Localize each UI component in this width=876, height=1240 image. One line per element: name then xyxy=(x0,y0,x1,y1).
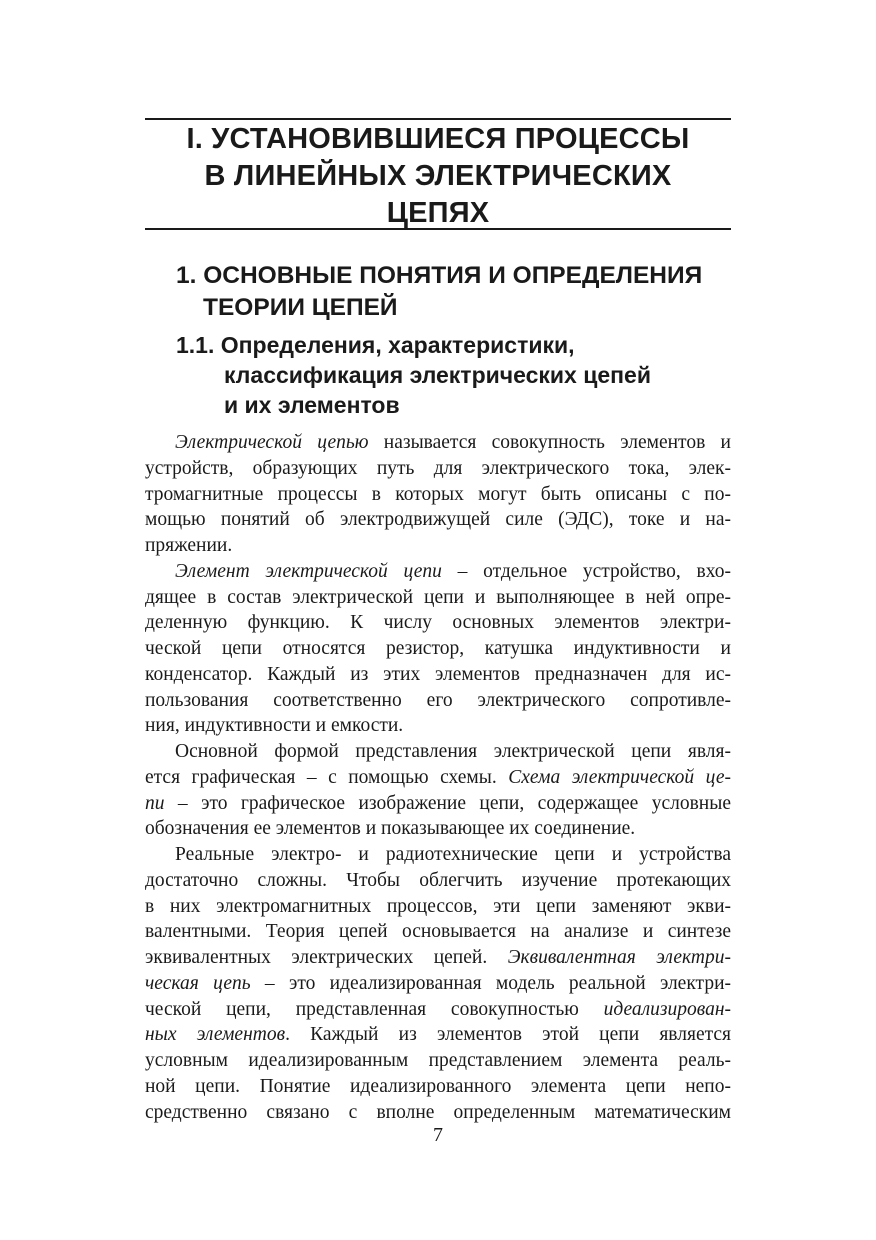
italic-term: пи xyxy=(145,792,165,814)
paragraph-line xyxy=(145,1100,731,1126)
paragraph xyxy=(145,559,731,739)
text-run: ческой цепи относятся резистор, катушка индуктивности и xyxy=(145,638,731,659)
paragraph-line xyxy=(145,507,731,533)
paragraph xyxy=(145,430,731,559)
paragraph-line xyxy=(145,636,731,662)
paragraph-line xyxy=(145,739,731,765)
text-run: тромагнитные процессы в которых могут быть описаны с по- xyxy=(145,483,731,505)
chapter-title-line: ЦЕПЯХ xyxy=(386,197,490,229)
section-title-line: 1. ОСНОВНЫЕ ПОНЯТИЯ И ОПРЕДЕЛЕНИЯ xyxy=(176,262,703,289)
paragraph-line xyxy=(145,713,731,739)
text-run: . Каждый из элементов этой цепи является xyxy=(285,1024,731,1046)
text-run: устройств, образующих путь для электрического тока, элек- xyxy=(145,457,731,479)
text-run: пользования соответственно его электрического сопротивле- xyxy=(145,689,731,711)
text-run: Реальные электро- и радиотехнические цепи и устройства xyxy=(175,844,731,865)
text-run: ния, индуктивности и емкости. xyxy=(145,715,404,737)
text-run: называется совокупность элементов и xyxy=(368,432,731,453)
paragraph-line xyxy=(145,1048,731,1074)
text-run: – это графическое изображение цепи, содержащее условные xyxy=(164,792,731,814)
paragraph-line xyxy=(145,533,731,559)
text-run: Основной формой представления электрической цепи явля- xyxy=(175,741,731,762)
paragraph-line xyxy=(145,816,731,842)
italic-term: идеализирован- xyxy=(603,998,731,1020)
subsection-title-line: и их элементов xyxy=(224,392,400,418)
italic-term: Эквивалентная электри- xyxy=(507,947,731,968)
text-run: обозначения ее элементов и показывающее их соединение. xyxy=(145,818,636,840)
chapter-bottom-rule xyxy=(145,228,731,230)
text-run: достаточно сложны. Чтобы облегчить изучение протекающих xyxy=(145,869,731,891)
chapter-top-rule xyxy=(145,118,731,120)
paragraph-line xyxy=(145,559,731,585)
text-run: в них электромагнитных процессов, эти цепи заменяют экви- xyxy=(145,895,731,917)
text-run: деленную функцию. К числу основных элементов электри- xyxy=(145,612,731,634)
text-run: – отдельное устройство, вхо- xyxy=(441,560,731,582)
text-run: пряжении. xyxy=(145,535,233,556)
subsection-title-line: классификация электрических цепей xyxy=(224,362,651,388)
paragraph-line xyxy=(145,662,731,688)
text-run: ной цепи. Понятие идеализированного элемента цепи непо- xyxy=(145,1075,731,1097)
paragraph-line xyxy=(145,894,731,920)
page-number: 7 xyxy=(433,1124,443,1146)
italic-term: Электрической цепью xyxy=(175,432,369,453)
section-title xyxy=(176,260,736,324)
text-run: – это идеализированная модель реальной электри- xyxy=(250,972,731,994)
paragraph-line xyxy=(145,430,731,456)
chapter-title-line: I. УСТАНОВИВШИЕСЯ ПРОЦЕССЫ xyxy=(186,123,690,155)
italic-term: ческая цепь xyxy=(145,972,251,994)
text-run: ется графическая – с помощью схемы. xyxy=(145,766,509,788)
subsection-title xyxy=(176,330,736,420)
paragraph xyxy=(145,739,731,842)
italic-term: Элемент электрической цепи xyxy=(175,560,442,582)
paragraph-line xyxy=(145,791,731,817)
body-text xyxy=(145,430,731,1125)
paragraph-line xyxy=(145,765,731,791)
text-run: дящее в состав электрической цепи и выполняющее в ней опре- xyxy=(145,586,731,608)
paragraph-line xyxy=(145,482,731,508)
chapter-title xyxy=(145,121,731,232)
paragraph-line xyxy=(145,688,731,714)
text-run: валентными. Теория цепей основывается на анализе и синтезе xyxy=(145,921,731,943)
paragraph-line xyxy=(145,868,731,894)
italic-term: Схема электрической це- xyxy=(508,766,731,788)
paragraph-line xyxy=(145,1074,731,1100)
text-run: условным идеализированным представлением элемента реаль- xyxy=(145,1050,731,1071)
paragraph-line xyxy=(145,997,731,1023)
paragraph-line xyxy=(145,842,731,868)
paragraph-line xyxy=(145,610,731,636)
paragraph-line xyxy=(145,585,731,611)
text-run: эквивалентных электрических цепей. xyxy=(145,947,508,968)
paragraph xyxy=(145,842,731,1125)
paragraph-line xyxy=(145,456,731,482)
paragraph-line xyxy=(145,1022,731,1048)
section-title-line: ТЕОРИИ ЦЕПЕЙ xyxy=(203,294,398,321)
italic-term: ных элементов xyxy=(145,1024,286,1046)
text-run: ческой цепи, представленная совокупностью xyxy=(145,998,604,1020)
chapter-title-line: В ЛИНЕЙНЫХ ЭЛЕКТРИЧЕСКИХ xyxy=(204,160,672,192)
paragraph-line xyxy=(145,945,731,971)
paragraph-line xyxy=(145,971,731,997)
paragraph-line xyxy=(145,919,731,945)
text-run: мощью понятий об электродвижущей силе (ЭДС), токе и на- xyxy=(145,509,731,531)
text-run: средственно связано с вполне определенным математическим xyxy=(145,1101,731,1123)
subsection-title-line: 1.1. Определения, характеристики, xyxy=(176,332,575,358)
text-run: конденсатор. Каждый из этих элементов предназначен для ис- xyxy=(145,663,731,685)
